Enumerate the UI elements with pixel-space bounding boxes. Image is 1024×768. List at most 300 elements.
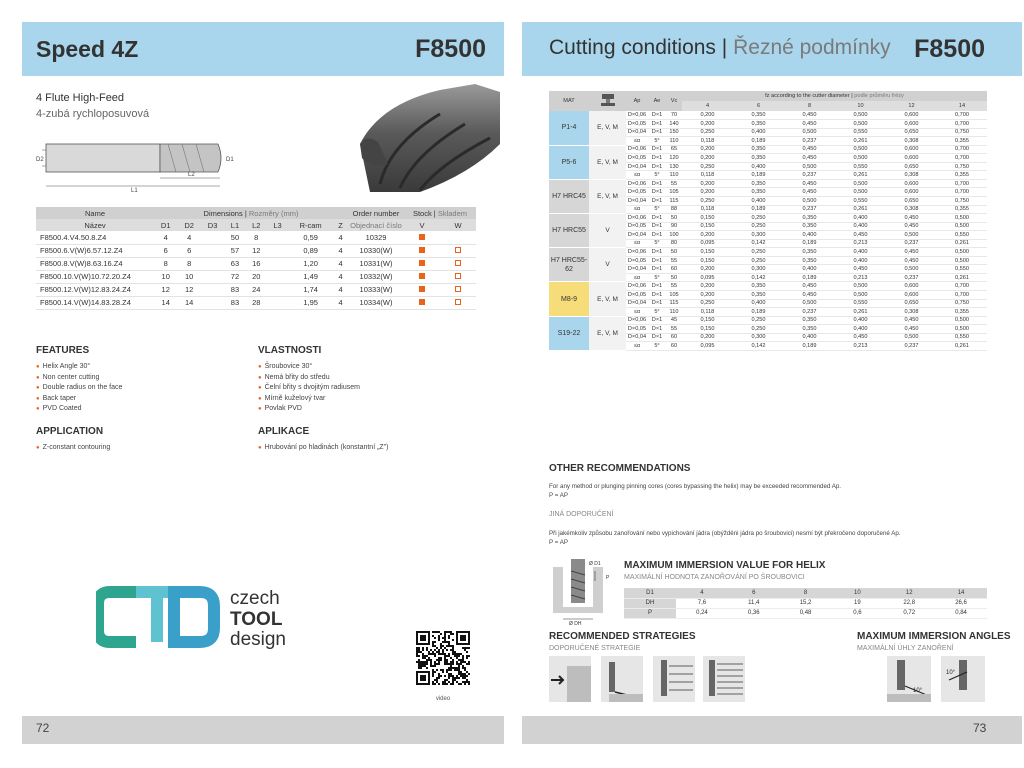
stock-available-icon [419, 247, 425, 253]
cell-fz: 0,500 [835, 290, 886, 299]
cell-fz: 0,350 [733, 111, 784, 120]
cell-ae: D×1 [648, 188, 666, 197]
cell-fz: 0,189 [733, 171, 784, 180]
strategy-contour-icon [703, 656, 745, 702]
cell-fz: 0,550 [835, 128, 886, 137]
recommended-strategies-title: RECOMMENDED STRATEGIES [549, 631, 696, 642]
cell-fz: 0,095 [682, 273, 733, 282]
cell-order: 10330(W) [348, 244, 404, 257]
table-row [36, 231, 476, 244]
cell-vc: 120 [666, 154, 682, 163]
cell-d3 [201, 270, 224, 283]
cell-fz: 0,200 [682, 282, 733, 291]
cell-fz: 0,350 [784, 256, 835, 265]
cell-d2: 10 [177, 270, 200, 283]
cell-fz: 0,500 [835, 188, 886, 197]
cell-value: 26,6 [935, 598, 987, 608]
drawing-label-l1: L1 [131, 188, 138, 194]
logo-word-tool: TOOL [230, 609, 283, 630]
application-list [36, 443, 110, 454]
aplikace-title: APLIKACE [258, 426, 310, 437]
cell-fz: 0,237 [784, 137, 835, 146]
cell-fz: 0,450 [886, 325, 937, 334]
col-diameter: 8 [784, 101, 835, 111]
cell-fz: 0,142 [733, 342, 784, 351]
cell-fz: 0,350 [733, 154, 784, 163]
cell-fz: 0,350 [733, 290, 784, 299]
cell-r: 0,59 [288, 231, 333, 244]
cell-fz: 0,261 [937, 239, 987, 248]
cell-fz: 0,500 [835, 179, 886, 188]
cell-fz: 0,400 [835, 256, 886, 265]
cell-fz: 0,350 [784, 325, 835, 334]
cell-fz: 0,550 [937, 231, 987, 240]
table-row [36, 296, 476, 309]
cell-fz: 0,213 [835, 239, 886, 248]
tool-photo [300, 84, 500, 194]
cell-fz: 0,550 [835, 162, 886, 171]
cell-ae: D×1 [648, 316, 666, 325]
stock-w [440, 244, 476, 257]
cell-fz: 0,308 [886, 205, 937, 214]
strategy-side-entry-icon [549, 656, 591, 702]
cell-l2: 12 [246, 244, 267, 257]
cell-l3 [267, 296, 288, 309]
cell-fz: 0,150 [682, 222, 733, 231]
tool-drawing [36, 128, 246, 194]
cell-value: 0,36 [728, 608, 780, 618]
cell-fz: 0,500 [937, 222, 987, 231]
cell-fz: 0,450 [835, 231, 886, 240]
helix-label-d1: Ø D1 [589, 561, 601, 567]
cell-fz: 0,300 [733, 333, 784, 342]
helix-label-dh: Ø DH [569, 621, 582, 625]
cell-fz: 0,150 [682, 256, 733, 265]
angle-label-1: 10° [913, 688, 923, 694]
cell-l2: 24 [246, 283, 267, 296]
application-title: APPLICATION [36, 426, 104, 437]
cell-ap: D×0,04 [627, 334, 647, 341]
cell-fz: 0,500 [886, 265, 937, 274]
cell-fz: 0,700 [937, 282, 987, 291]
cell-ae: D×1 [648, 248, 666, 257]
col-name-header-cz: Název [36, 219, 154, 231]
col-fz-header: fz according to the cutter diameter | podle průměru frézy [682, 91, 987, 101]
cell-fz: 0,650 [886, 196, 937, 205]
cell-fz: 0,355 [937, 137, 987, 146]
cell-fz: 0,189 [733, 308, 784, 317]
cell-l1: 63 [224, 257, 245, 270]
cell-vc: 60 [666, 342, 682, 351]
cell-fz: 0,500 [835, 145, 886, 154]
cell-fz: 0,500 [835, 120, 886, 129]
cell-value: 6 [728, 588, 780, 598]
list-item: ● Helix Angle 30° [36, 362, 122, 373]
tool-name: F8500.12.V(W)12.83.24.Z4 [36, 283, 154, 296]
cell-vc: 65 [666, 145, 682, 154]
cell-fz: 0,250 [733, 214, 784, 223]
cell-ae: 5° [648, 239, 666, 248]
list-item: ● Čelní břity s dvojitým radiusem [258, 383, 360, 394]
cell-fz: 0,150 [682, 325, 733, 334]
cell-d2: 6 [177, 244, 200, 257]
cell-fz: 0,300 [733, 265, 784, 274]
cell-fz: 0,308 [886, 308, 937, 317]
tool-name: F8500.4.V4.50.8.Z4 [36, 231, 154, 244]
cell-order: 10329 [348, 231, 404, 244]
cell-z: 4 [333, 231, 348, 244]
cell-value: 10 [831, 588, 883, 598]
cell-ap: D×0,04 [627, 163, 647, 170]
tool-name: F8500.6.V(W)6.57.12.Z4 [36, 244, 154, 257]
cell-fz: 0,500 [937, 316, 987, 325]
left-header-band [22, 22, 504, 76]
logo-word-czech: czech [230, 588, 280, 609]
table-row [549, 282, 987, 291]
cell-vc: 105 [666, 188, 682, 197]
cell-d2: 14 [177, 296, 200, 309]
left-product-code: F8500 [415, 35, 486, 63]
cell-l3 [267, 231, 288, 244]
cell-fz: 0,200 [682, 231, 733, 240]
cell-ap: ≤α [626, 239, 648, 248]
row-key: D1 [624, 588, 676, 598]
stock-available-icon [419, 299, 425, 305]
col-diameter: 4 [682, 101, 733, 111]
cell-fz: 0,250 [733, 256, 784, 265]
cell-ae: D×1 [648, 120, 666, 129]
cell-fz: 0,500 [784, 128, 835, 137]
strategy-step-icon [653, 656, 695, 702]
cell-z: 4 [333, 296, 348, 309]
cell-ae: D×1 [648, 179, 666, 188]
cell-fz: 0,700 [937, 145, 987, 154]
table-row [36, 257, 476, 270]
cell-fz: 0,250 [733, 222, 784, 231]
stock-available-icon [419, 273, 425, 279]
cell-fz: 0,308 [886, 171, 937, 180]
cell-fz: 0,500 [784, 162, 835, 171]
material-group: P1-4 [549, 111, 589, 145]
cell-fz: 0,261 [937, 342, 987, 351]
stock-available-icon [419, 234, 425, 240]
left-page-title: Speed 4Z [36, 36, 139, 62]
cell-l2: 28 [246, 296, 267, 309]
cell-fz: 0,600 [886, 290, 937, 299]
cell-fz: 0,400 [835, 222, 886, 231]
cell-vc: 90 [666, 222, 682, 231]
cell-l3 [267, 283, 288, 296]
cell-d1: 6 [154, 244, 177, 257]
cell-ap: D×0,04 [627, 197, 647, 204]
cell-d2: 12 [177, 283, 200, 296]
list-item: ● Mírně kuželový tvar [258, 394, 360, 405]
cell-fz: 0,350 [733, 179, 784, 188]
cell-fz: 0,237 [886, 239, 937, 248]
aplikace-list [258, 443, 389, 454]
strategy-codes: V [589, 214, 626, 248]
row-key: P [624, 608, 676, 618]
cell-order: 10334(W) [348, 296, 404, 309]
strategy-codes: E, V, M [589, 145, 626, 179]
cell-fz: 0,350 [733, 188, 784, 197]
tool-name: F8500.14.V(W)14.83.28.Z4 [36, 296, 154, 309]
cell-fz: 0,355 [937, 308, 987, 317]
cell-fz: 0,350 [784, 214, 835, 223]
cell-fz: 0,250 [733, 248, 784, 257]
cell-vc: 80 [666, 239, 682, 248]
col-ae: Ae [648, 91, 666, 111]
cell-fz: 0,350 [733, 145, 784, 154]
tool-name: F8500.8.V(W)8.63.16.Z4 [36, 257, 154, 270]
cell-ap: D×0,06 [627, 112, 647, 119]
cell-fz: 0,350 [784, 222, 835, 231]
cell-ae: D×1 [648, 162, 666, 171]
list-item: ● Hrubování po hladinách (konstantní „Z") [258, 443, 389, 454]
cell-fz: 0,400 [784, 265, 835, 274]
cell-fz: 0,550 [937, 333, 987, 342]
cell-value: 7,6 [676, 598, 728, 608]
cell-fz: 0,450 [835, 333, 886, 342]
cell-l2: 20 [246, 270, 267, 283]
stock-v [404, 270, 440, 283]
cell-fz: 0,237 [886, 273, 937, 282]
table-row [624, 608, 987, 618]
cell-vc: 50 [666, 273, 682, 282]
stock-w [440, 231, 476, 244]
cell-ae: D×1 [648, 265, 666, 274]
strategy-codes: E, V, M [589, 179, 626, 213]
cell-ae: 5° [648, 137, 666, 146]
cell-fz: 0,750 [937, 128, 987, 137]
cell-fz: 0,142 [733, 239, 784, 248]
cell-fz: 0,200 [682, 333, 733, 342]
cell-ae: D×1 [648, 128, 666, 137]
cell-vc: 150 [666, 128, 682, 137]
cell-fz: 0,500 [835, 282, 886, 291]
cell-fz: 0,500 [937, 256, 987, 265]
stock-w [440, 257, 476, 270]
cell-d3 [201, 283, 224, 296]
immersion-angles-title: MAXIMUM IMMERSION ANGLES [857, 631, 1011, 642]
cell-ae: D×1 [648, 282, 666, 291]
cell-fz: 0,700 [937, 188, 987, 197]
cell-fz: 0,237 [784, 308, 835, 317]
cell-r: 1,49 [288, 270, 333, 283]
col-l2: L2 [246, 219, 267, 231]
cell-order: 10332(W) [348, 270, 404, 283]
cell-fz: 0,700 [937, 111, 987, 120]
list-item: ● Povlak PVD [258, 404, 360, 415]
table-row [549, 179, 987, 188]
cell-fz: 0,400 [733, 196, 784, 205]
cell-ap: D×0,05 [627, 189, 647, 196]
cell-ap: D×0,04 [627, 300, 647, 307]
cell-ap: ≤α [626, 205, 648, 214]
qr-code[interactable] [416, 631, 470, 685]
immersion-angle-diagrams [887, 656, 987, 706]
subtitle-cz: 4-zubá rychloposuvová [36, 108, 150, 120]
stock-available-icon [419, 286, 425, 292]
cell-value: 4 [676, 588, 728, 598]
helix-label-p: P [606, 575, 610, 581]
cell-fz: 0,118 [682, 171, 733, 180]
machine-icon [600, 93, 616, 107]
cell-vc: 110 [666, 171, 682, 180]
cell-fz: 0,118 [682, 205, 733, 214]
col-mat: MAT [549, 91, 589, 111]
cell-ae: D×1 [648, 299, 666, 308]
cell-fz: 0,400 [784, 231, 835, 240]
cutting-conditions-table [549, 91, 987, 351]
cell-ae: D×1 [648, 154, 666, 163]
table-row [624, 598, 987, 608]
stock-on-order-icon [455, 260, 461, 266]
ramp-angle-icon [941, 656, 985, 702]
cell-fz: 0,500 [784, 196, 835, 205]
cell-fz: 0,189 [784, 239, 835, 248]
material-group: P5-6 [549, 145, 589, 179]
other-recommendations-text: For any method or plunging pinning cores (cores bypassing the helix) may be exceeded recommended Ap. P = AP [549, 483, 842, 499]
cell-ae: D×1 [648, 111, 666, 120]
cell-r: 1,74 [288, 283, 333, 296]
cell-vc: 115 [666, 299, 682, 308]
helix-immersion-diagram [549, 559, 619, 625]
cell-fz: 0,250 [733, 316, 784, 325]
right-product-code: F8500 [914, 35, 985, 63]
cell-ae: D×1 [648, 256, 666, 265]
cell-ae: D×1 [648, 222, 666, 231]
cell-ap: D×0,04 [627, 231, 647, 238]
cell-ap: D×0,05 [627, 223, 647, 230]
cell-r: 0,89 [288, 244, 333, 257]
cell-fz: 0,300 [733, 231, 784, 240]
cell-ae: D×1 [648, 231, 666, 240]
subtitle-en: 4 Flute High-Feed [36, 92, 125, 104]
row-key: DH [624, 598, 676, 608]
cell-fz: 0,450 [784, 188, 835, 197]
table-row [624, 588, 987, 598]
cell-fz: 0,400 [733, 299, 784, 308]
cell-fz: 0,700 [937, 290, 987, 299]
col-order-header-cz: Objednací číslo [348, 219, 404, 231]
cell-d3 [201, 244, 224, 257]
ctd-logo [96, 582, 316, 652]
cell-r: 1,95 [288, 296, 333, 309]
cell-fz: 0,400 [733, 162, 784, 171]
cell-fz: 0,600 [886, 120, 937, 129]
stock-on-order-icon [455, 273, 461, 279]
cell-fz: 0,550 [835, 299, 886, 308]
cell-fz: 0,189 [733, 137, 784, 146]
cell-fz: 0,200 [682, 188, 733, 197]
stock-v [404, 231, 440, 244]
cell-ae: 5° [648, 342, 666, 351]
table-row [549, 316, 987, 325]
cell-d1: 12 [154, 283, 177, 296]
tool-name: F8500.10.V(W)10.72.20.Z4 [36, 270, 154, 283]
cell-fz: 0,450 [784, 120, 835, 129]
cell-z: 4 [333, 283, 348, 296]
jina-doporuceni-title: JINÁ DOPORUČENÍ [549, 511, 614, 518]
cell-fz: 0,237 [784, 205, 835, 214]
cell-fz: 0,142 [733, 273, 784, 282]
strategy-codes: E, V, M [589, 316, 626, 350]
cell-l3 [267, 270, 288, 283]
cell-l1: 57 [224, 244, 245, 257]
cell-fz: 0,450 [886, 316, 937, 325]
table-row [549, 145, 987, 154]
cell-fz: 0,150 [682, 248, 733, 257]
cell-fz: 0,189 [784, 273, 835, 282]
col-rcam: R-cam [288, 219, 333, 231]
table-row [549, 111, 987, 120]
cell-fz: 0,200 [682, 120, 733, 129]
cell-r: 1,20 [288, 257, 333, 270]
cell-vc: 140 [666, 120, 682, 129]
jina-doporuceni-text: Při jakémkoliv způsobu zanořování nebo vypichování jádra (obýžděni jádra po šroubovici) nesmí být překročeno doporučené Ap. P = AP [549, 530, 901, 546]
cell-fz: 0,355 [937, 205, 987, 214]
col-diameter: 10 [835, 101, 886, 111]
cell-fz: 0,750 [937, 299, 987, 308]
cell-fz: 0,200 [682, 265, 733, 274]
cell-order: 10331(W) [348, 257, 404, 270]
cell-l1: 83 [224, 296, 245, 309]
cell-ap: D×0,06 [627, 146, 647, 153]
col-stock-w: W [440, 219, 476, 231]
cell-fz: 0,400 [835, 325, 886, 334]
left-page-number: 72 [36, 721, 50, 735]
cell-vc: 105 [666, 290, 682, 299]
cell-vc: 55 [666, 179, 682, 188]
stock-v [404, 283, 440, 296]
list-item: ● Double radius on the face [36, 383, 122, 394]
cell-fz: 0,250 [682, 162, 733, 171]
cell-fz: 0,400 [835, 248, 886, 257]
col-name-header: Name [36, 207, 154, 219]
cell-value: 22,8 [883, 598, 935, 608]
other-recommendations-title: OTHER RECOMMENDATIONS [549, 463, 691, 474]
stock-available-icon [419, 260, 425, 266]
cell-fz: 0,500 [886, 333, 937, 342]
cell-fz: 0,261 [835, 171, 886, 180]
recommended-strategies-title-cz: DOPORUČENÉ STRATEGIE [549, 645, 641, 652]
cell-vc: 50 [666, 248, 682, 257]
col-strategy-icon [589, 91, 626, 111]
vlastnosti-list [258, 362, 360, 415]
cell-fz: 0,200 [682, 290, 733, 299]
table-row [36, 270, 476, 283]
cell-value: 15,2 [780, 598, 832, 608]
cell-fz: 0,200 [682, 154, 733, 163]
list-item: ● Z-constant contouring [36, 443, 110, 454]
cell-fz: 0,450 [784, 154, 835, 163]
list-item: ● PVD Coated [36, 404, 122, 415]
cell-fz: 0,095 [682, 342, 733, 351]
cell-ap: ≤α [626, 308, 648, 317]
immersion-helix-table [624, 588, 987, 619]
list-item: ● Back taper [36, 394, 122, 405]
cell-fz: 0,261 [835, 308, 886, 317]
cell-vc: 110 [666, 308, 682, 317]
table-row [36, 244, 476, 257]
cell-fz: 0,450 [784, 145, 835, 154]
vlastnosti-title: VLASTNOSTI [258, 345, 322, 356]
cell-order: 10333(W) [348, 283, 404, 296]
cell-fz: 0,450 [886, 248, 937, 257]
material-group: H7 HRC55-62 [549, 248, 589, 282]
cell-fz: 0,700 [937, 179, 987, 188]
